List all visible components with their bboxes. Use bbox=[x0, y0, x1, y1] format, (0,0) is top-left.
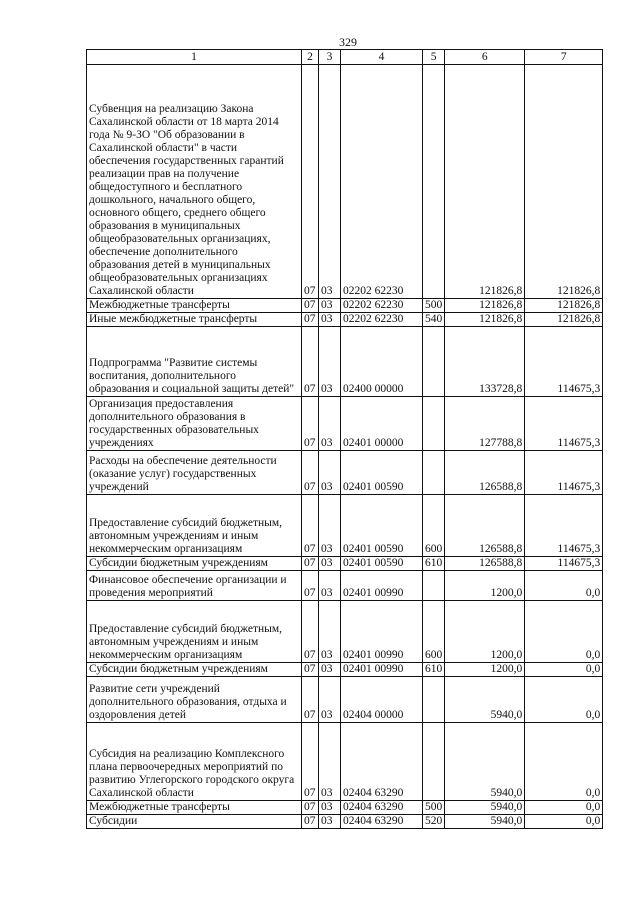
amount-year1-cell: 126588,8 bbox=[445, 451, 525, 495]
table-row bbox=[87, 451, 603, 495]
target-article-cell: 02400 00000 bbox=[341, 327, 423, 397]
expense-type-cell bbox=[423, 677, 445, 723]
subsection-code-cell: 03 bbox=[319, 571, 341, 601]
amount-year2-cell: 121826,8 bbox=[525, 299, 603, 313]
table-row bbox=[87, 677, 603, 723]
expense-type-cell: 500 bbox=[423, 801, 445, 815]
amount-year2-cell: 114675,3 bbox=[525, 327, 603, 397]
amount-year2-cell: 114675,3 bbox=[525, 495, 603, 557]
amount-year2-cell: 114675,3 bbox=[525, 397, 603, 451]
target-article-cell: 02401 00990 bbox=[341, 663, 423, 677]
amount-year2-cell: 0,0 bbox=[525, 601, 603, 663]
section-code-cell: 07 bbox=[302, 815, 319, 829]
section-code-cell: 07 bbox=[302, 299, 319, 313]
amount-year1-cell: 126588,8 bbox=[445, 557, 525, 571]
section-code-cell: 07 bbox=[302, 571, 319, 601]
section-code-cell: 07 bbox=[302, 451, 319, 495]
target-article-cell: 02202 62230 bbox=[341, 313, 423, 327]
column-header: 1 bbox=[87, 50, 302, 65]
target-article-cell: 02401 00000 bbox=[341, 397, 423, 451]
row-name-cell: Субсидии bbox=[87, 815, 302, 829]
subsection-code-cell: 03 bbox=[319, 313, 341, 327]
section-code-cell: 07 bbox=[302, 313, 319, 327]
row-name-cell: Межбюджетные трансферты bbox=[87, 299, 302, 313]
expense-type-cell: 540 bbox=[423, 313, 445, 327]
expense-type-cell bbox=[423, 451, 445, 495]
expense-type-cell bbox=[423, 723, 445, 801]
target-article-cell: 02202 62230 bbox=[341, 299, 423, 313]
column-header: 4 bbox=[341, 50, 423, 65]
amount-year1-cell: 127788,8 bbox=[445, 397, 525, 451]
target-article-cell: 02202 62230 bbox=[341, 65, 423, 299]
expense-type-cell: 520 bbox=[423, 815, 445, 829]
expense-type-cell bbox=[423, 397, 445, 451]
target-article-cell: 02404 00000 bbox=[341, 677, 423, 723]
table-row bbox=[87, 495, 603, 557]
table-row bbox=[87, 65, 603, 299]
section-code-cell: 07 bbox=[302, 495, 319, 557]
amount-year1-cell: 126588,8 bbox=[445, 495, 525, 557]
amount-year2-cell: 0,0 bbox=[525, 801, 603, 815]
amount-year1-cell: 5940,0 bbox=[445, 801, 525, 815]
row-name-cell: Субсидии бюджетным учреждениям bbox=[87, 663, 302, 677]
table-row bbox=[87, 313, 603, 327]
section-code-cell: 07 bbox=[302, 723, 319, 801]
row-name-cell: Расходы на обеспечение деятельности (оказание услуг) государственных учреждений bbox=[87, 451, 302, 495]
section-code-cell: 07 bbox=[302, 677, 319, 723]
expense-type-cell bbox=[423, 65, 445, 299]
row-name-cell: Межбюджетные трансферты bbox=[87, 801, 302, 815]
column-header: 6 bbox=[445, 50, 525, 65]
section-code-cell: 07 bbox=[302, 601, 319, 663]
section-code-cell: 07 bbox=[302, 327, 319, 397]
amount-year1-cell: 5940,0 bbox=[445, 723, 525, 801]
subsection-code-cell: 03 bbox=[319, 327, 341, 397]
subsection-code-cell: 03 bbox=[319, 451, 341, 495]
page-number: 329 bbox=[339, 35, 357, 49]
amount-year2-cell: 114675,3 bbox=[525, 451, 603, 495]
row-name-cell: Субсидия на реализацию Комплексного плана первоочередных мероприятий по развитию Углегорского городского округа Сахалинской области bbox=[87, 723, 302, 801]
table-row bbox=[87, 397, 603, 451]
target-article-cell: 02401 00590 bbox=[341, 495, 423, 557]
subsection-code-cell: 03 bbox=[319, 397, 341, 451]
expense-type-cell: 610 bbox=[423, 557, 445, 571]
table-row bbox=[87, 299, 603, 313]
expense-type-cell: 610 bbox=[423, 663, 445, 677]
amount-year2-cell: 0,0 bbox=[525, 723, 603, 801]
row-name-cell: Развитие сети учреждений дополнительного образования, отдыха и оздоровления детей bbox=[87, 677, 302, 723]
subsection-code-cell: 03 bbox=[319, 65, 341, 299]
row-name-cell: Иные межбюджетные трансферты bbox=[87, 313, 302, 327]
table-row bbox=[87, 601, 603, 663]
section-code-cell: 07 bbox=[302, 65, 319, 299]
expense-type-cell: 600 bbox=[423, 601, 445, 663]
amount-year2-cell: 114675,3 bbox=[525, 557, 603, 571]
expense-type-cell bbox=[423, 327, 445, 397]
subsection-code-cell: 03 bbox=[319, 801, 341, 815]
table-row bbox=[87, 327, 603, 397]
section-code-cell: 07 bbox=[302, 663, 319, 677]
section-code-cell: 07 bbox=[302, 801, 319, 815]
table-row bbox=[87, 663, 603, 677]
amount-year2-cell: 121826,8 bbox=[525, 65, 603, 299]
amount-year2-cell: 0,0 bbox=[525, 677, 603, 723]
column-header: 7 bbox=[525, 50, 603, 65]
subsection-code-cell: 03 bbox=[319, 723, 341, 801]
subsection-code-cell: 03 bbox=[319, 677, 341, 723]
amount-year1-cell: 121826,8 bbox=[445, 65, 525, 299]
amount-year2-cell: 121826,8 bbox=[525, 313, 603, 327]
subsection-code-cell: 03 bbox=[319, 663, 341, 677]
row-name-cell: Субвенция на реализацию Закона Сахалинской области от 18 марта 2014 года № 9-ЗО "Об образовании в Сахалинской области" в части обеспечения государственных гарантий реализации прав на получение общедоступного и бесплатного дошкольного, начального общего, основного общего, среднего общего образования в муниципальных общеобразовательных организациях, обеспечение дополнительного образования детей в муниципальных общеобразовательных организациях Сахалинской области bbox=[87, 65, 302, 299]
table-row bbox=[87, 815, 603, 829]
amount-year1-cell: 5940,0 bbox=[445, 815, 525, 829]
subsection-code-cell: 03 bbox=[319, 601, 341, 663]
expense-type-cell: 600 bbox=[423, 495, 445, 557]
subsection-code-cell: 03 bbox=[319, 495, 341, 557]
column-header: 2 bbox=[302, 50, 319, 65]
amount-year1-cell: 1200,0 bbox=[445, 571, 525, 601]
target-article-cell: 02401 00990 bbox=[341, 571, 423, 601]
subsection-code-cell: 03 bbox=[319, 557, 341, 571]
expense-type-cell bbox=[423, 571, 445, 601]
subsection-code-cell: 03 bbox=[319, 815, 341, 829]
row-name-cell: Финансовое обеспечение организации и проведения мероприятий bbox=[87, 571, 302, 601]
amount-year1-cell: 121826,8 bbox=[445, 313, 525, 327]
column-header: 5 bbox=[423, 50, 445, 65]
amount-year2-cell: 0,0 bbox=[525, 815, 603, 829]
amount-year2-cell: 0,0 bbox=[525, 663, 603, 677]
row-name-cell: Предоставление субсидий бюджетным, автономным учреждениям и иным некоммерческим организациям bbox=[87, 495, 302, 557]
table-row bbox=[87, 723, 603, 801]
amount-year1-cell: 1200,0 bbox=[445, 601, 525, 663]
subsection-code-cell: 03 bbox=[319, 299, 341, 313]
target-article-cell: 02401 00590 bbox=[341, 451, 423, 495]
target-article-cell: 02401 00590 bbox=[341, 557, 423, 571]
budget-table bbox=[86, 49, 603, 829]
row-name-cell: Субсидии бюджетным учреждениям bbox=[87, 557, 302, 571]
amount-year1-cell: 1200,0 bbox=[445, 663, 525, 677]
target-article-cell: 02404 63290 bbox=[341, 801, 423, 815]
column-header: 3 bbox=[319, 50, 341, 65]
amount-year1-cell: 133728,8 bbox=[445, 327, 525, 397]
target-article-cell: 02404 63290 bbox=[341, 815, 423, 829]
amount-year1-cell: 121826,8 bbox=[445, 299, 525, 313]
table-row bbox=[87, 801, 603, 815]
target-article-cell: 02404 63290 bbox=[341, 723, 423, 801]
table-header-row bbox=[87, 50, 603, 65]
amount-year2-cell: 0,0 bbox=[525, 571, 603, 601]
expense-type-cell: 500 bbox=[423, 299, 445, 313]
row-name-cell: Предоставление субсидий бюджетным, автономным учреждениям и иным некоммерческим организациям bbox=[87, 601, 302, 663]
section-code-cell: 07 bbox=[302, 557, 319, 571]
table-row bbox=[87, 557, 603, 571]
target-article-cell: 02401 00990 bbox=[341, 601, 423, 663]
amount-year1-cell: 5940,0 bbox=[445, 677, 525, 723]
section-code-cell: 07 bbox=[302, 397, 319, 451]
row-name-cell: Подпрограмма "Развитие системы воспитания, дополнительного образования и социальной защиты детей" bbox=[87, 327, 302, 397]
row-name-cell: Организация предоставления дополнительного образования в государственных образовательных учреждениях bbox=[87, 397, 302, 451]
table-row bbox=[87, 571, 603, 601]
